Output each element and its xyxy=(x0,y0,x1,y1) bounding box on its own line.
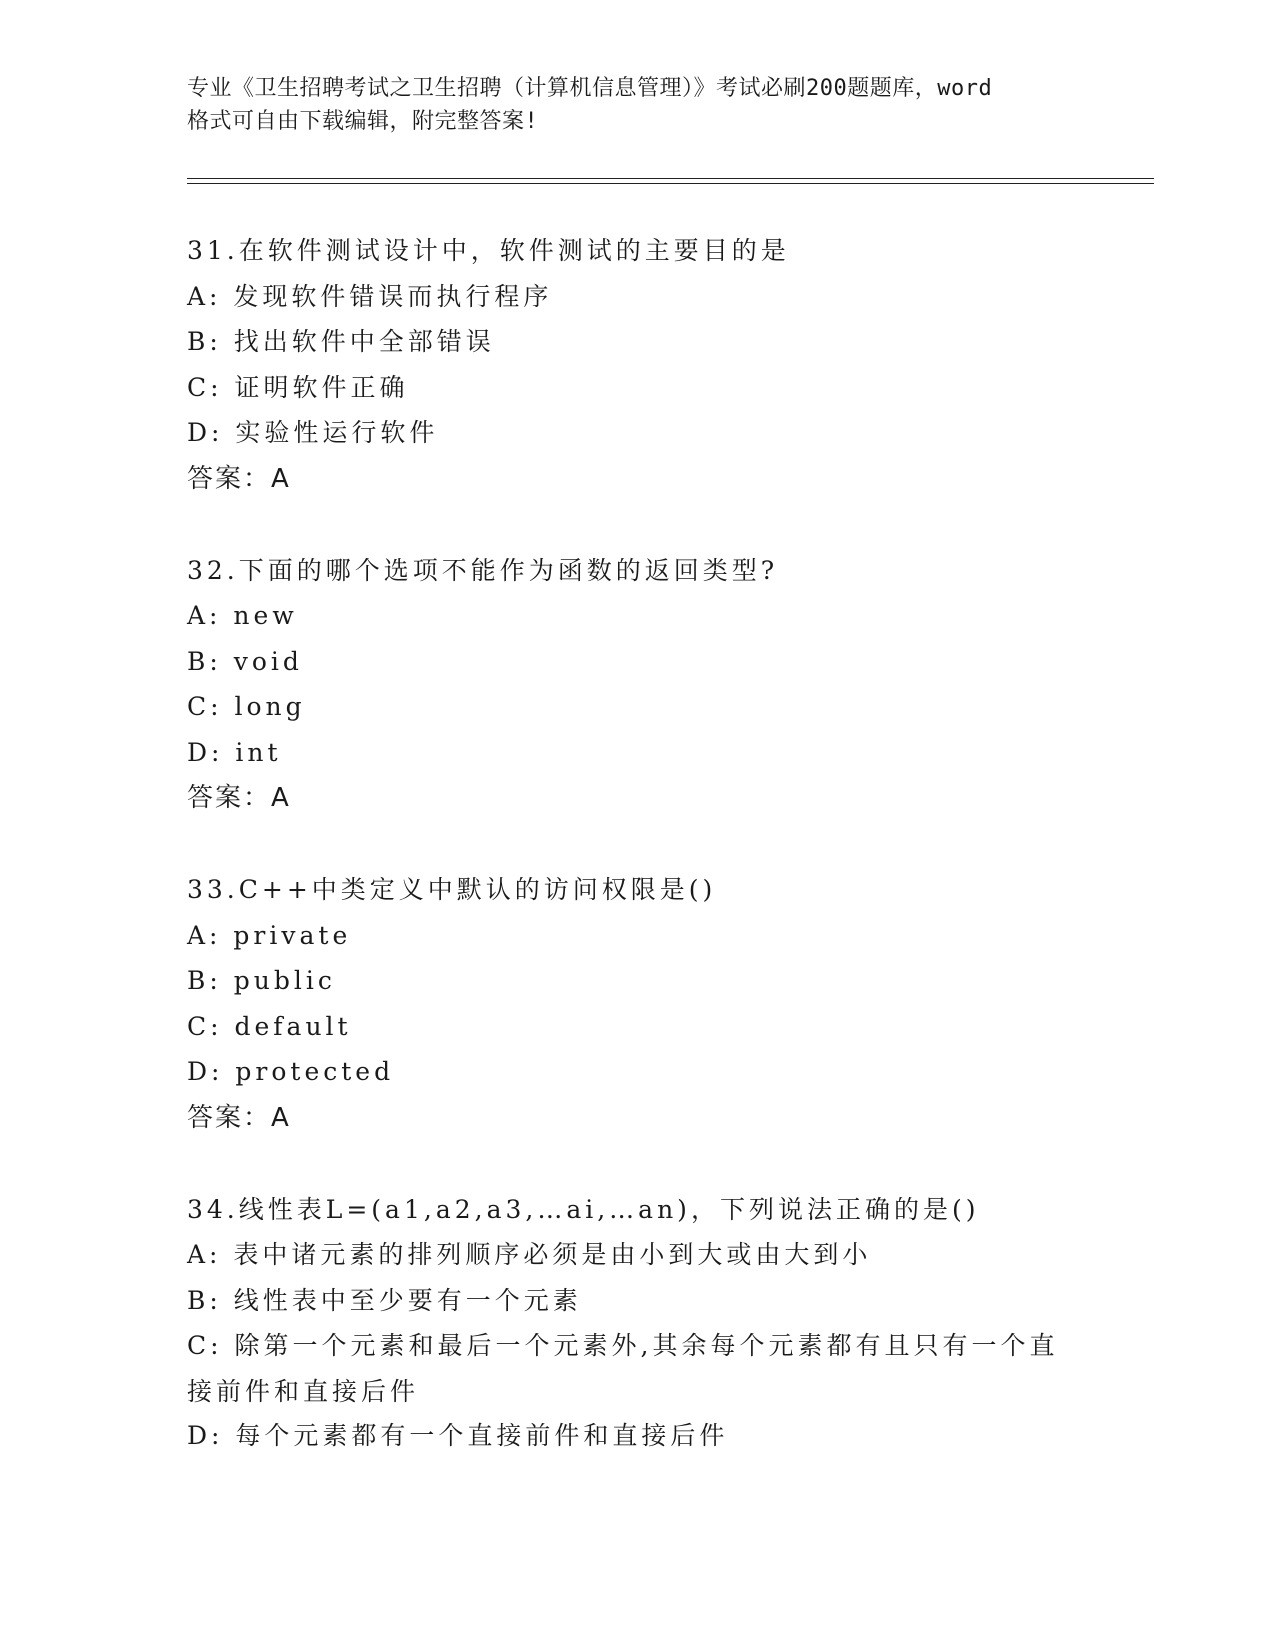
answer-label: 答案：A xyxy=(187,1102,291,1133)
option-d: D: 每个元素都有一个直接前件和直接后件 xyxy=(187,1421,729,1450)
question-list xyxy=(187,236,1087,1513)
question-stem: 31.在软件测试设计中，软件测试的主要目的是 xyxy=(187,236,790,265)
option-c: C: default xyxy=(187,1011,352,1041)
option-c: C: long xyxy=(187,692,306,721)
option-b: B: void xyxy=(187,646,303,676)
option-b: B: 线性表中至少要有一个元素 xyxy=(187,1285,582,1315)
answer-label: 答案：A xyxy=(187,783,291,813)
document-header xyxy=(187,72,1087,138)
option-c: C: 证明软件正确 xyxy=(187,372,409,402)
header-divider-bottom xyxy=(187,183,1154,184)
question-stem: 34.线性表L=(a1,a2,a3,…ai,…an)，下列说法正确的是() xyxy=(187,1194,980,1224)
option-d: D: protected xyxy=(187,1057,395,1086)
option-a: A: private xyxy=(187,920,352,950)
header-line-1: 专业《卫生招聘考试之卫生招聘（计算机信息管理）》考试必刷200题题库，word xyxy=(187,76,993,101)
option-a: A: 表中诸元素的排列顺序必须是由小到大或由大到小 xyxy=(187,1240,872,1269)
option-a: A: 发现软件错误而执行程序 xyxy=(187,281,553,311)
option-a: A: new xyxy=(187,601,298,630)
question-stem: 32.下面的哪个选项不能作为函数的返回类型? xyxy=(187,555,779,585)
question-stem: 33.C++中类定义中默认的访问权限是() xyxy=(187,875,717,904)
option-b: B: public xyxy=(187,966,336,995)
option-c: C: 除第一个元素和最后一个元素外,其余每个元素都有且只有一个直接前件和直接后件 xyxy=(187,1331,1059,1406)
question-34 xyxy=(187,1195,1087,1452)
header-line-2: 格式可自由下载编辑，附完整答案! xyxy=(187,109,539,134)
question-32 xyxy=(187,556,1087,814)
question-31 xyxy=(187,236,1087,494)
header-divider-top xyxy=(187,178,1154,179)
question-33 xyxy=(187,875,1087,1133)
option-d: D: int xyxy=(187,737,282,767)
answer-label: 答案：A xyxy=(187,463,291,494)
option-b: B: 找出软件中全部错误 xyxy=(187,327,495,356)
option-d: D: 实验性运行软件 xyxy=(187,418,439,447)
